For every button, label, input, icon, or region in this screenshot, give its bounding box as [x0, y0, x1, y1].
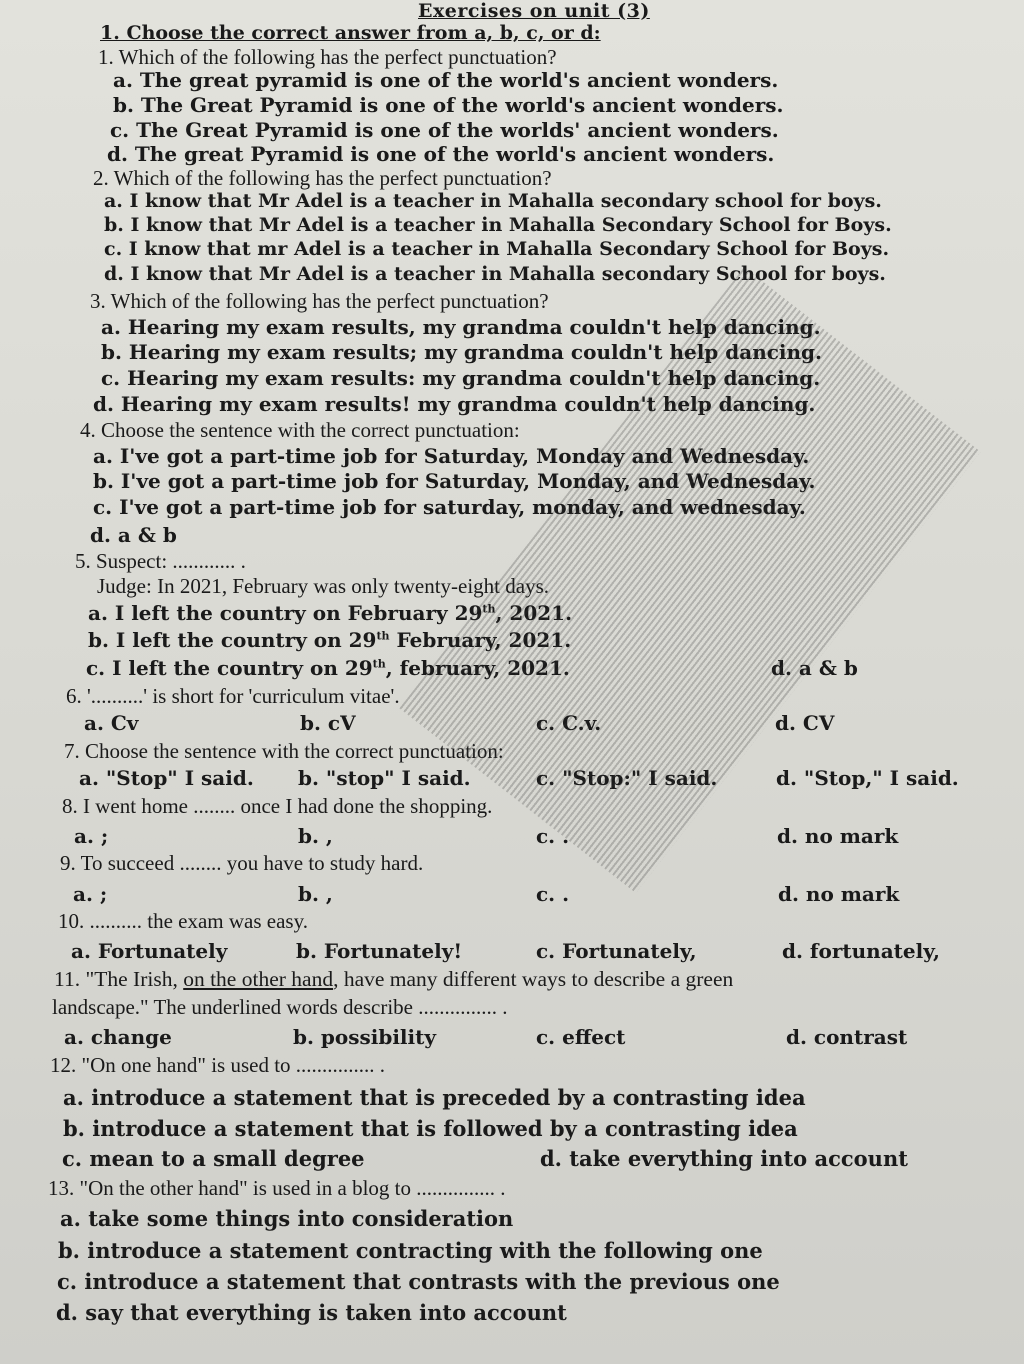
question-4-option-d: d. a & b	[90, 523, 177, 547]
question-6-option-c: c. C.v.	[536, 711, 602, 735]
question-13-option-a: a. take some things into consideration	[60, 1206, 514, 1231]
question-1-option-b: b. The Great Pyramid is one of the world's ancient wonders.	[113, 93, 784, 117]
question-4-option-b: b. I've got a part-time job for Saturday, Monday, and Wednesday.	[93, 469, 816, 493]
question-13-option-c: c. introduce a statement that contrasts with the previous one	[57, 1269, 780, 1294]
page-title: Exercises on unit (3)	[418, 0, 650, 22]
underlined-phrase: on the other hand	[183, 967, 334, 991]
question-12-stem: 12. "On one hand" is used to ............... .	[50, 1053, 386, 1077]
question-7-option-c: c. "Stop:" I said.	[536, 766, 718, 790]
question-1-option-c: c. The Great Pyramid is one of the worlds' ancient wonders.	[110, 118, 779, 142]
question-7-option-b: b. "stop" I said.	[298, 766, 471, 790]
question-12-option-c: c. mean to a small degree	[62, 1146, 365, 1171]
question-8-option-b: b. ,	[298, 824, 333, 848]
question-2-option-b: b. I know that Mr Adel is a teacher in Mahalla Secondary School for Boys.	[104, 214, 892, 236]
question-1-option-a: a. The great pyramid is one of the world's ancient wonders.	[113, 68, 779, 92]
question-8-option-c: c. .	[536, 824, 570, 848]
question-10-option-b: b. Fortunately!	[296, 939, 463, 963]
question-8-option-a: a. ;	[74, 824, 109, 848]
question-4-stem: 4. Choose the sentence with the correct punctuation:	[80, 418, 520, 442]
question-6-option-a: a. Cv	[84, 711, 139, 735]
question-12-option-b: b. introduce a statement that is followed by a contrasting idea	[63, 1116, 798, 1141]
question-2-option-a: a. I know that Mr Adel is a teacher in Mahalla secondary school for boys.	[104, 190, 882, 212]
question-1-stem: 1. Which of the following has the perfect punctuation?	[98, 45, 557, 69]
question-9-stem: 9. To succeed ........ you have to study hard.	[60, 851, 424, 875]
question-10-option-a: a. Fortunately	[71, 939, 228, 963]
question-6-option-b: b. cV	[300, 711, 356, 735]
question-13-option-b: b. introduce a statement contracting with the following one	[58, 1238, 763, 1263]
question-9-option-d: d. no mark	[778, 882, 900, 906]
question-3-option-c: c. Hearing my exam results: my grandma couldn't help dancing.	[101, 366, 821, 390]
question-4-option-a: a. I've got a part-time job for Saturday, Monday and Wednesday.	[93, 444, 810, 468]
question-6-stem: 6. '..........' is short for 'curriculum vitae'.	[66, 684, 400, 708]
question-3-option-d: d. Hearing my exam results! my grandma couldn't help dancing.	[93, 392, 816, 416]
question-13-option-d: d. say that everything is taken into account	[56, 1300, 567, 1325]
question-5-option-c: c. I left the country on 29th, february, 2021.	[86, 656, 570, 680]
question-9-option-c: c. .	[536, 882, 570, 906]
question-4-option-c: c. I've got a part-time job for saturday, monday, and wednesday.	[93, 495, 806, 519]
question-11-option-d: d. contrast	[786, 1025, 908, 1049]
question-3-option-b: b. Hearing my exam results; my grandma couldn't help dancing.	[101, 340, 822, 364]
question-13-stem: 13. "On the other hand" is used in a blog to ............... .	[48, 1176, 506, 1200]
question-10-option-c: c. Fortunately,	[536, 939, 697, 963]
question-11-option-b: b. possibility	[293, 1025, 436, 1049]
question-8-stem: 8. I went home ........ once I had done the shopping.	[62, 794, 493, 818]
question-12-option-a: a. introduce a statement that is preceded by a contrasting idea	[63, 1085, 806, 1110]
section-instruction: 1. Choose the correct answer from a, b, c, or d:	[100, 22, 601, 44]
question-7-option-a: a. "Stop" I said.	[79, 766, 254, 790]
question-7-stem: 7. Choose the sentence with the correct punctuation:	[64, 739, 504, 763]
question-5-option-a: a. I left the country on February 29th, 2021.	[88, 601, 573, 625]
question-8-option-d: d. no mark	[777, 824, 899, 848]
question-6-option-d: d. CV	[775, 711, 835, 735]
question-7-option-d: d. "Stop," I said.	[776, 766, 959, 790]
question-9-option-b: b. ,	[298, 882, 333, 906]
question-5-stem: 5. Suspect: ............ .	[75, 549, 246, 573]
question-5-option-b: b. I left the country on 29th February, 2021.	[88, 628, 572, 652]
question-2-stem: 2. Which of the following has the perfect punctuation?	[93, 166, 552, 190]
question-10-option-d: d. fortunately,	[782, 939, 940, 963]
question-11-option-c: c. effect	[536, 1025, 626, 1049]
question-11-stem-continued: landscape." The underlined words describe ............... .	[52, 995, 508, 1019]
question-2-option-d: d. I know that Mr Adel is a teacher in Mahalla secondary School for boys.	[104, 263, 886, 285]
question-2-option-c: c. I know that mr Adel is a teacher in Mahalla Secondary School for Boys.	[104, 238, 890, 260]
question-10-stem: 10. .......... the exam was easy.	[58, 909, 308, 933]
question-1-option-d: d. The great Pyramid is one of the world's ancient wonders.	[107, 142, 775, 166]
question-5-option-d: d. a & b	[771, 656, 858, 680]
question-11-stem: 11. "The Irish, on the other hand, have many different ways to describe a green	[54, 967, 734, 991]
question-3-stem: 3. Which of the following has the perfect punctuation?	[90, 289, 549, 313]
question-11-option-a: a. change	[64, 1025, 172, 1049]
question-12-option-d: d. take everything into account	[540, 1146, 908, 1171]
question-3-option-a: a. Hearing my exam results, my grandma couldn't help dancing.	[101, 315, 821, 339]
question-5-judge-line: Judge: In 2021, February was only twenty-eight days.	[97, 574, 550, 598]
question-9-option-a: a. ;	[73, 882, 108, 906]
